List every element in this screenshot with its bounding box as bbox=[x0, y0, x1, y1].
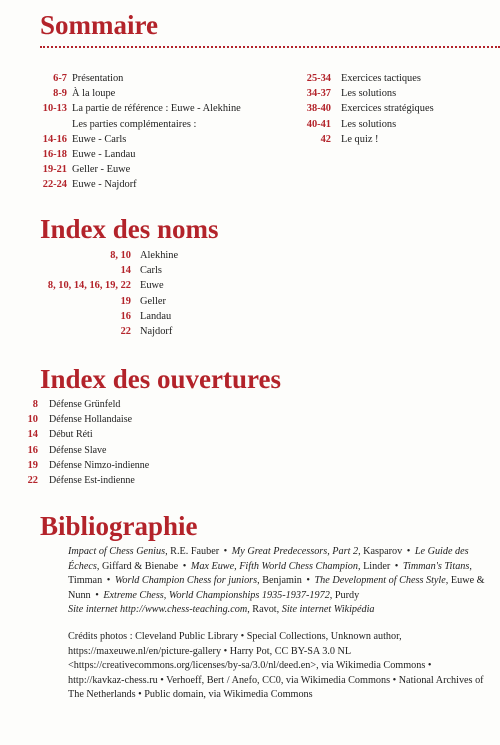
toc-item bbox=[290, 101, 434, 116]
ref-author: , Linder bbox=[357, 560, 391, 572]
index-ouvertures-title: Index des ouvertures bbox=[40, 364, 282, 394]
toc-item bbox=[290, 132, 434, 147]
index-label: Défense Est-indienne bbox=[49, 475, 135, 487]
ref-author: , Euwe & Nunn bbox=[68, 575, 485, 601]
ref-author: , Giffard & Bienabe bbox=[96, 560, 179, 572]
index-item bbox=[20, 324, 178, 339]
toc-pages: 19-21 bbox=[42, 164, 67, 176]
toc-item bbox=[20, 147, 241, 162]
index-label: Défense Slave bbox=[49, 444, 107, 456]
toc-item bbox=[20, 177, 241, 192]
toc-item bbox=[20, 71, 241, 86]
index-item bbox=[20, 458, 149, 473]
index-item bbox=[20, 278, 178, 293]
toc-label: Euwe - Carls bbox=[72, 133, 127, 145]
index-pages: 14 bbox=[120, 265, 131, 277]
ref-title: Extreme Chess, World Championships 1935-1937-1972 bbox=[103, 589, 330, 601]
index-pages: 16 bbox=[27, 444, 38, 456]
sommaire-title: Sommaire bbox=[40, 10, 158, 40]
index-pages: 22 bbox=[27, 475, 38, 487]
toc-label: Exercices stratégiques bbox=[341, 103, 434, 115]
toc-item bbox=[20, 132, 241, 147]
sommaire-divider bbox=[40, 46, 500, 48]
toc-pages: 38-40 bbox=[306, 103, 331, 115]
toc-pages: 8-9 bbox=[53, 88, 67, 100]
toc-pages: 16-18 bbox=[42, 149, 67, 161]
toc-pages: 10-13 bbox=[42, 103, 67, 115]
index-label: Début Réti bbox=[49, 429, 93, 441]
toc-item bbox=[20, 117, 241, 132]
ref-author: , Kasparov bbox=[358, 546, 403, 557]
index-label: Najdorf bbox=[140, 326, 173, 338]
index-pages: 16 bbox=[120, 310, 131, 322]
index-pages: 19 bbox=[120, 295, 131, 307]
ref-title: Impact of Chess Genius bbox=[68, 546, 166, 557]
ref-title: The Development of Chess Style bbox=[314, 575, 446, 587]
ref-title: World Champion Chess for juniors bbox=[114, 575, 258, 587]
ref-author: , R.E. Fauber bbox=[165, 546, 220, 557]
toc-label: Le quiz ! bbox=[341, 133, 379, 145]
ref-site-author: , Ravot, bbox=[247, 604, 282, 616]
toc-label: Geller - Euwe bbox=[72, 164, 131, 176]
toc-label: Présentation bbox=[72, 73, 124, 85]
index-ouvertures-list bbox=[20, 397, 149, 488]
index-label: Défense Grünfeld bbox=[49, 399, 121, 411]
index-item bbox=[20, 248, 178, 263]
ref-title: Max Euwe, Fifth World Chess Champion bbox=[190, 560, 358, 572]
toc-pages: 14-16 bbox=[42, 133, 67, 145]
index-noms-title: Index des noms bbox=[40, 214, 219, 244]
index-item bbox=[20, 294, 178, 309]
ref-site-title: Site internet http://www.chess-teaching.com bbox=[68, 604, 248, 616]
toc-item bbox=[20, 162, 241, 177]
index-label: Alekhine bbox=[140, 250, 179, 262]
toc-pages: 6-7 bbox=[53, 73, 67, 85]
index-pages: 8, 10 bbox=[110, 250, 131, 262]
ref-author: , Benjamin bbox=[257, 575, 302, 587]
index-item bbox=[20, 443, 149, 458]
ref-title: Timman's Titans bbox=[402, 560, 470, 572]
sommaire-left-list bbox=[20, 71, 241, 193]
index-item bbox=[20, 263, 178, 278]
index-label: Défense Nimzo-indienne bbox=[49, 459, 150, 471]
toc-pages: 40-41 bbox=[306, 118, 331, 130]
index-item bbox=[20, 397, 149, 412]
toc-label: Les solutions bbox=[341, 118, 397, 130]
ref-title: Le Guide des Échecs bbox=[68, 546, 469, 572]
toc-label: Les solutions bbox=[341, 88, 397, 100]
toc-item bbox=[290, 117, 434, 132]
toc-pages: 25-34 bbox=[306, 73, 331, 85]
index-label: Geller bbox=[140, 295, 166, 307]
toc-item bbox=[20, 101, 241, 116]
index-label: Euwe bbox=[140, 280, 164, 292]
toc-label: La partie de référence : Euwe - Alekhine bbox=[72, 103, 241, 115]
index-item bbox=[20, 427, 149, 442]
index-noms-list bbox=[20, 248, 178, 339]
index-pages: 19 bbox=[27, 459, 38, 471]
ref-author: , Timman bbox=[68, 560, 472, 587]
toc-label: Euwe - Landau bbox=[72, 149, 136, 161]
ref-title: My Great Predecessors, Part 2 bbox=[231, 546, 359, 557]
photo-credits: Crédits photos : Cleveland Public Library • Special Collections, Unknown author, https://maxeuwe.nl/en/picture-gallery • Harry Pot, CC BY-SA 3.0 NL <https://creativecommons.org/licenses/by-sa/3.0/nl/deed.en>, via Wikimedia Commons • http://kavkaz-chess.ru • Verhoeff, Bert / Anefo, CC0, via Wikimedia Commons • National Archives of The Netherlands • Public domain, via Wikimedia Commons bbox=[68, 631, 484, 701]
bibliography-references: Impact of Chess Genius, R.E. Fauber • My Great Predecessors, Part 2, Kasparov • Le Guide des Échecs, Giffard & Bienabe • Max Euwe, Fifth World Chess Champion, Linder • Timman's Titans, Timman • World Champion Chess for juniors, Benjamin • The Development of Chess Style, Euwe & Nunn • Extreme Chess, World Championships 1935-1937-1972, Purdy Site internet http://www.chess-teaching.com, Ravot, Site internet Wikipédia bbox=[68, 546, 485, 616]
sommaire-right-list bbox=[290, 71, 434, 147]
index-label: Landau bbox=[140, 310, 172, 322]
index-pages: 8 bbox=[32, 399, 38, 411]
bibliographie-title: Bibliographie bbox=[40, 511, 198, 541]
index-item bbox=[20, 412, 149, 427]
index-label: Défense Hollandaise bbox=[49, 414, 133, 426]
index-pages: 22 bbox=[120, 326, 131, 338]
toc-pages: 22-24 bbox=[42, 179, 67, 191]
toc-item bbox=[290, 71, 434, 86]
index-item bbox=[20, 309, 178, 324]
index-pages: 14 bbox=[27, 429, 38, 441]
index-pages: 10 bbox=[27, 414, 38, 426]
index-label: Carls bbox=[140, 265, 162, 277]
toc-pages: 42 bbox=[320, 133, 331, 145]
toc-label: Exercices tactiques bbox=[341, 73, 421, 85]
toc-label: Les parties complémentaires : bbox=[72, 118, 197, 130]
ref-site-title: Site internet Wikipédia bbox=[281, 604, 375, 616]
index-item bbox=[20, 473, 149, 488]
toc-pages: 34-37 bbox=[306, 88, 331, 100]
toc-label: Euwe - Najdorf bbox=[72, 179, 137, 191]
toc-item bbox=[290, 86, 434, 101]
toc-item bbox=[20, 86, 241, 101]
toc-label: À la loupe bbox=[72, 88, 116, 100]
index-pages: 8, 10, 14, 16, 19, 22 bbox=[47, 280, 131, 292]
ref-author: , Purdy bbox=[329, 589, 360, 601]
